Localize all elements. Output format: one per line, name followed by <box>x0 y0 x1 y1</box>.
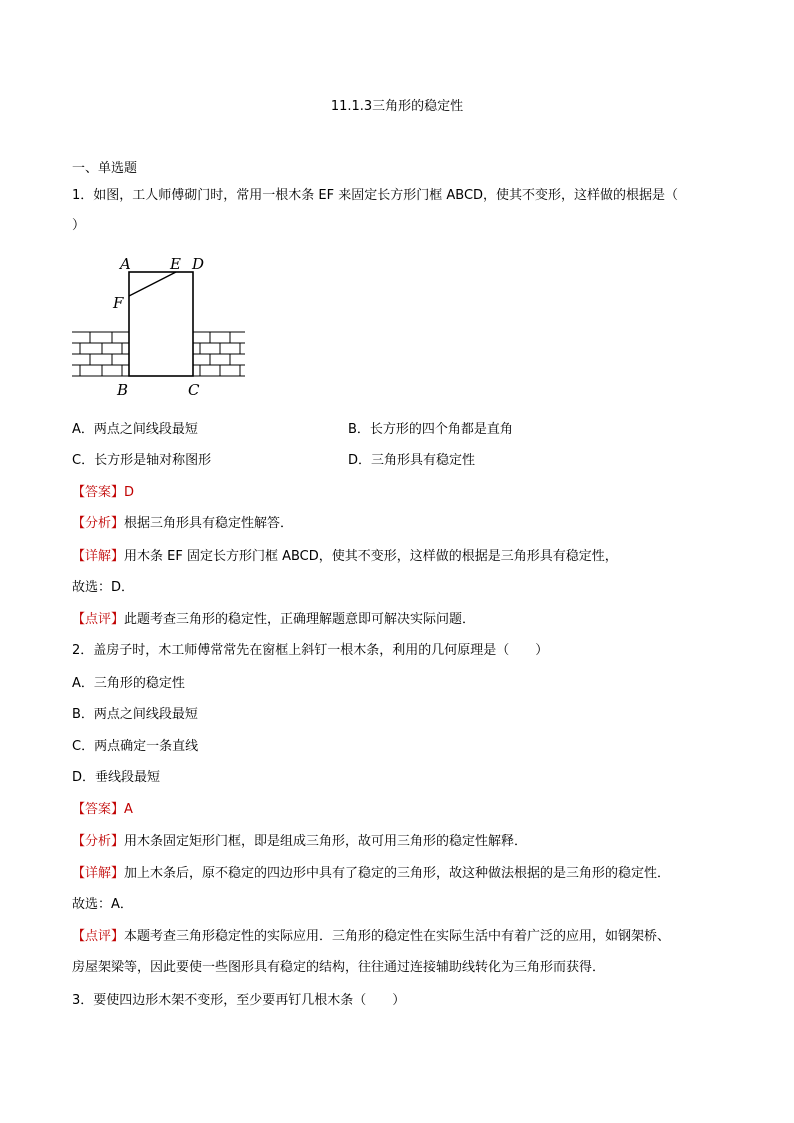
q1-answer-line <box>72 484 134 502</box>
door-frame-figure <box>72 252 252 402</box>
q2-analysis-line <box>72 833 527 851</box>
q1-stem-line2: ） <box>72 218 86 233</box>
analysis-tag: 【分析】 <box>72 516 125 531</box>
q2-detail-line <box>72 865 670 883</box>
label-b: B <box>117 381 129 399</box>
q1-analysis-line <box>72 515 293 533</box>
q1-option-b: B．长方形的四个角都是直角 <box>348 422 513 437</box>
q1-comment: 此题考查三角形的稳定性，正确理解题意即可解决实际问题． <box>124 612 476 627</box>
q2-comment-line1 <box>72 928 670 946</box>
q2-option-a: A．三角形的稳定性 <box>72 676 185 691</box>
door-frame-rect <box>129 272 193 376</box>
comment-tag: 【点评】 <box>72 929 125 944</box>
q1-choose-line: 故选：D． <box>72 580 135 595</box>
q2-stem: 2．盖房子时，木工师傅常常先在窗框上斜钉一根木条，利用的几何原理是（ ） <box>72 643 549 658</box>
q1-answer: D <box>124 485 135 500</box>
label-c: C <box>188 381 200 399</box>
label-d: D <box>192 255 205 273</box>
analysis-tag: 【分析】 <box>72 834 125 849</box>
q1-stem-line1: 1．如图，工人师傅砌门时，常用一根木条 EF 来固定长方形门框 ABCD，使其不变形，这样做的根据是（ <box>72 188 679 203</box>
q2-answer-line <box>72 801 133 819</box>
section-heading: 一、单选题 <box>72 161 138 176</box>
q1-option-a: A．两点之间线段最短 <box>72 422 198 437</box>
answer-tag: 【答案】 <box>72 485 125 500</box>
comment-tag: 【点评】 <box>72 612 125 627</box>
q3-stem: 3．要使四边形木架不变形，至少要再钉几根木条（ ） <box>72 993 406 1008</box>
detail-tag: 【详解】 <box>72 866 125 881</box>
q2-option-d: D．垂线段最短 <box>72 770 161 785</box>
q2-option-b: B．两点之间线段最短 <box>72 707 198 722</box>
q1-comment-line <box>72 611 475 629</box>
page-title: 11.1.3三角形的稳定性 <box>330 99 464 114</box>
q1-detail: 用木条 EF 固定长方形门框 ABCD，使其不变形，这样做的根据是三角形具有稳定性， <box>124 549 618 564</box>
label-f: F <box>113 294 124 312</box>
q2-answer: A <box>124 802 133 817</box>
q1-option-d: D．三角形具有稳定性 <box>348 453 476 468</box>
q1-option-c: C．长方形是轴对称图形 <box>72 453 212 468</box>
q1-detail-line <box>72 548 618 566</box>
q1-analysis: 根据三角形具有稳定性解答． <box>124 516 294 531</box>
q2-comment-line2: 房屋架梁等，因此要使一些图形具有稳定的结构，往往通过连接辅助线转化为三角形而获得． <box>72 960 606 975</box>
q2-comment-1: 本题考查三角形稳定性的实际应用．三角形的稳定性在实际生活中有着广泛的应用，如钢架桥、 <box>124 929 671 944</box>
label-e: E <box>170 255 181 273</box>
q2-analysis: 用木条固定矩形门框，即是组成三角形，故可用三角形的稳定性解释． <box>124 834 528 849</box>
label-a: A <box>120 255 131 273</box>
detail-tag: 【详解】 <box>72 549 125 564</box>
q2-choose-line: 故选：A． <box>72 897 133 912</box>
answer-tag: 【答案】 <box>72 802 125 817</box>
q2-detail: 加上木条后，原不稳定的四边形中具有了稳定的三角形，故这种做法根据的是三角形的稳定性． <box>124 866 671 881</box>
q2-option-c: C．两点确定一条直线 <box>72 739 199 754</box>
